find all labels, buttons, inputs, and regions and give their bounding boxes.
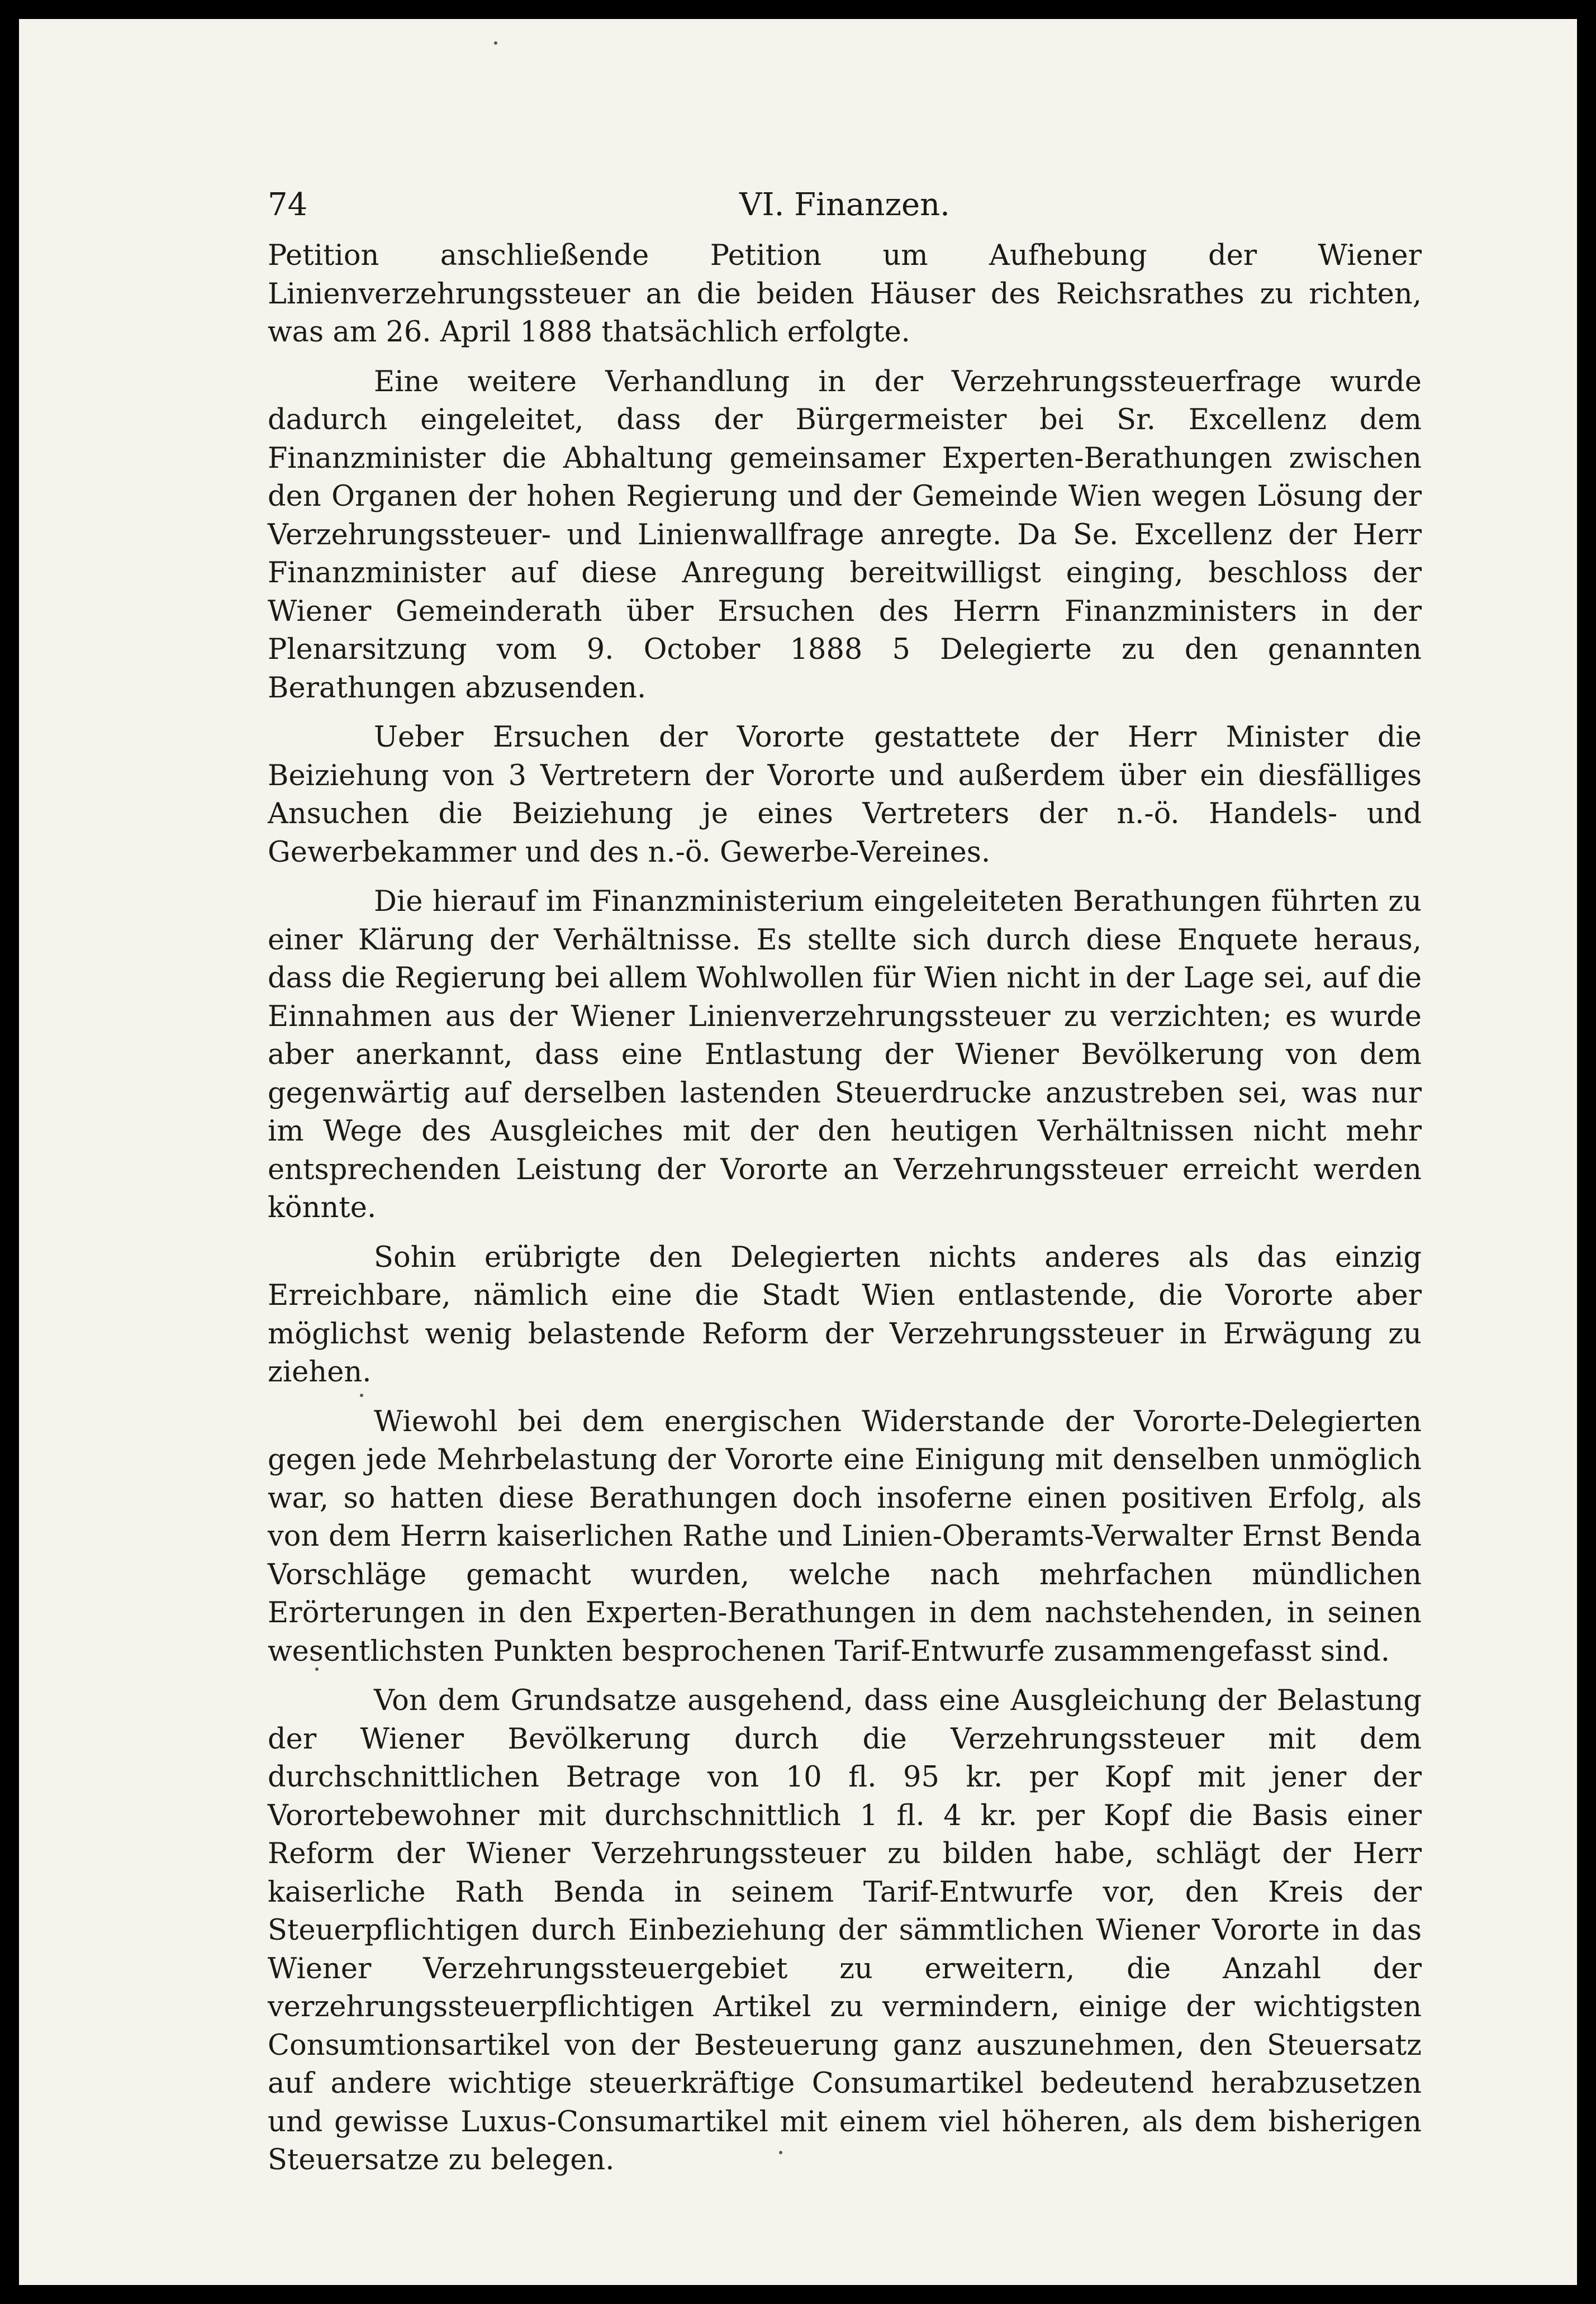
page [19, 19, 1577, 2285]
page-number: 74 [268, 187, 308, 223]
section-title: VI. Finanzen. [739, 187, 950, 223]
paragraph-7: Von dem Grundsatze ausgehend, dass eine Ausgleichung der Belastung der Wiener Bevölkerung durch die Verzehrungssteuer mit dem durchschnittlichen Betrage von 10 fl. 95 kr. per Kopf mit jener der Vorortebewohner mit durchschnittlich 1 fl. 4 kr. per Kopf die Basis einer Reform der Wiener Verzehrungssteuer zu bilden habe, schlägt der Herr kaiserliche Rath Benda in seinem Tarif-Entwurfe vor, den Kreis der Steuerpflichtigen durch Einbeziehung der sämmtlichen Wiener Vororte in das Wiener Verzehrungssteuergebiet zu erweitern, die Anzahl der verzehrungssteuerpflichtigen Artikel zu vermindern, einige der wichtigsten Consumtionsartikel von der Besteuerung ganz auszunehmen, den Steuersatz auf andere wichtige steuerkräftige Consumartikel bedeutend herabzusetzen und gewisse Luxus-Consumartikel mit einem viel höheren, als dem bisherigen Steuersatze zu belegen. [268, 1684, 1422, 2177]
paragraph-5: Sohin erübrigte den Delegierten nichts anderes als das einzig Erreichbare, nämlich eine die Stadt Wien entlastende, die Vororte aber möglichst wenig belastende Reform der Verzehrungssteuer in Erwägung zu ziehen. [268, 1241, 1422, 1389]
paragraph-3: Ueber Ersuchen der Vororte gestattete der Herr Minister die Beiziehung von 3 Vertretern der Vororte und außerdem über ein diesfälliges Ansuchen die Beiziehung je eines Vertreters der n.-ö. Handels- und Gewerbekammer und des n.-ö. Gewerbe-Vereines. [268, 721, 1422, 869]
paragraph-6: Wiewohl bei dem energischen Widerstande der Vororte-Delegierten gegen jede Mehrbelastung der Vororte eine Einigung mit denselben unmöglich war, so hatten diese Berathungen doch insoferne einen positiven Erfolg, als von dem Herrn kaiserlichen Rathe und Linien-Oberamts-Verwalter Ernst Benda Vorschläge gemacht wurden, welche nach mehrfachen mündlichen Erörterungen in den Experten-Berathungen in dem nachstehenden, in seinen wesentlichsten Punkten besprochenen Tarif-Entwurfe zusammengefasst sind. [268, 1405, 1422, 1668]
text-block [268, 187, 1422, 2191]
paragraph-1: Petition anschließende Petition um Aufhebung der Wiener Linienverzehrungssteuer an die beiden Häuser des Reichsrathes zu richten, was am 26. April 1888 thatsächlich erfolgte. [268, 239, 1422, 349]
print-speck [494, 41, 497, 45]
paragraph-2: Eine weitere Verhandlung in der Verzehrungssteuerfrage wurde dadurch eingeleitet, dass der Bürgermeister bei Sr. Excellenz dem Finanzminister die Abhaltung gemeinsamer Experten-Berathungen zwischen den Organen der hohen Regierung und der Gemeinde Wien wegen Lösung der Verzehrungssteuer- und Linienwallfrage anregte. Da Se. Excellenz der Herr Finanzminister auf diese Anregung bereitwilligst einging, beschloss der Wiener Gemeinderath über Ersuchen des Herrn Finanzministers in der Plenarsitzung vom 9. October 1888 5 Delegierte zu den genannten Berathungen abzusenden. [268, 365, 1422, 705]
paragraph-4: Die hierauf im Finanzministerium eingeleiteten Berathungen führten zu einer Klärung der Verhältnisse. Es stellte sich durch diese Enquete heraus, dass die Regierung bei allem Wohlwollen für Wien nicht in der Lage sei, auf die Einnahmen aus der Wiener Linienverzehrungssteuer zu verzichten; es wurde aber anerkannt, dass eine Entlastung der Wiener Bevölkerung von dem gegenwärtig auf derselben lastenden Steuerdrucke anzustreben sei, was nur im Wege des Ausgleiches mit der den heutigen Verhältnissen nicht mehr entsprechenden Leistung der Vororte an Verzehrungssteuer erreicht werden könnte. [268, 885, 1422, 1224]
running-head [268, 187, 1422, 237]
